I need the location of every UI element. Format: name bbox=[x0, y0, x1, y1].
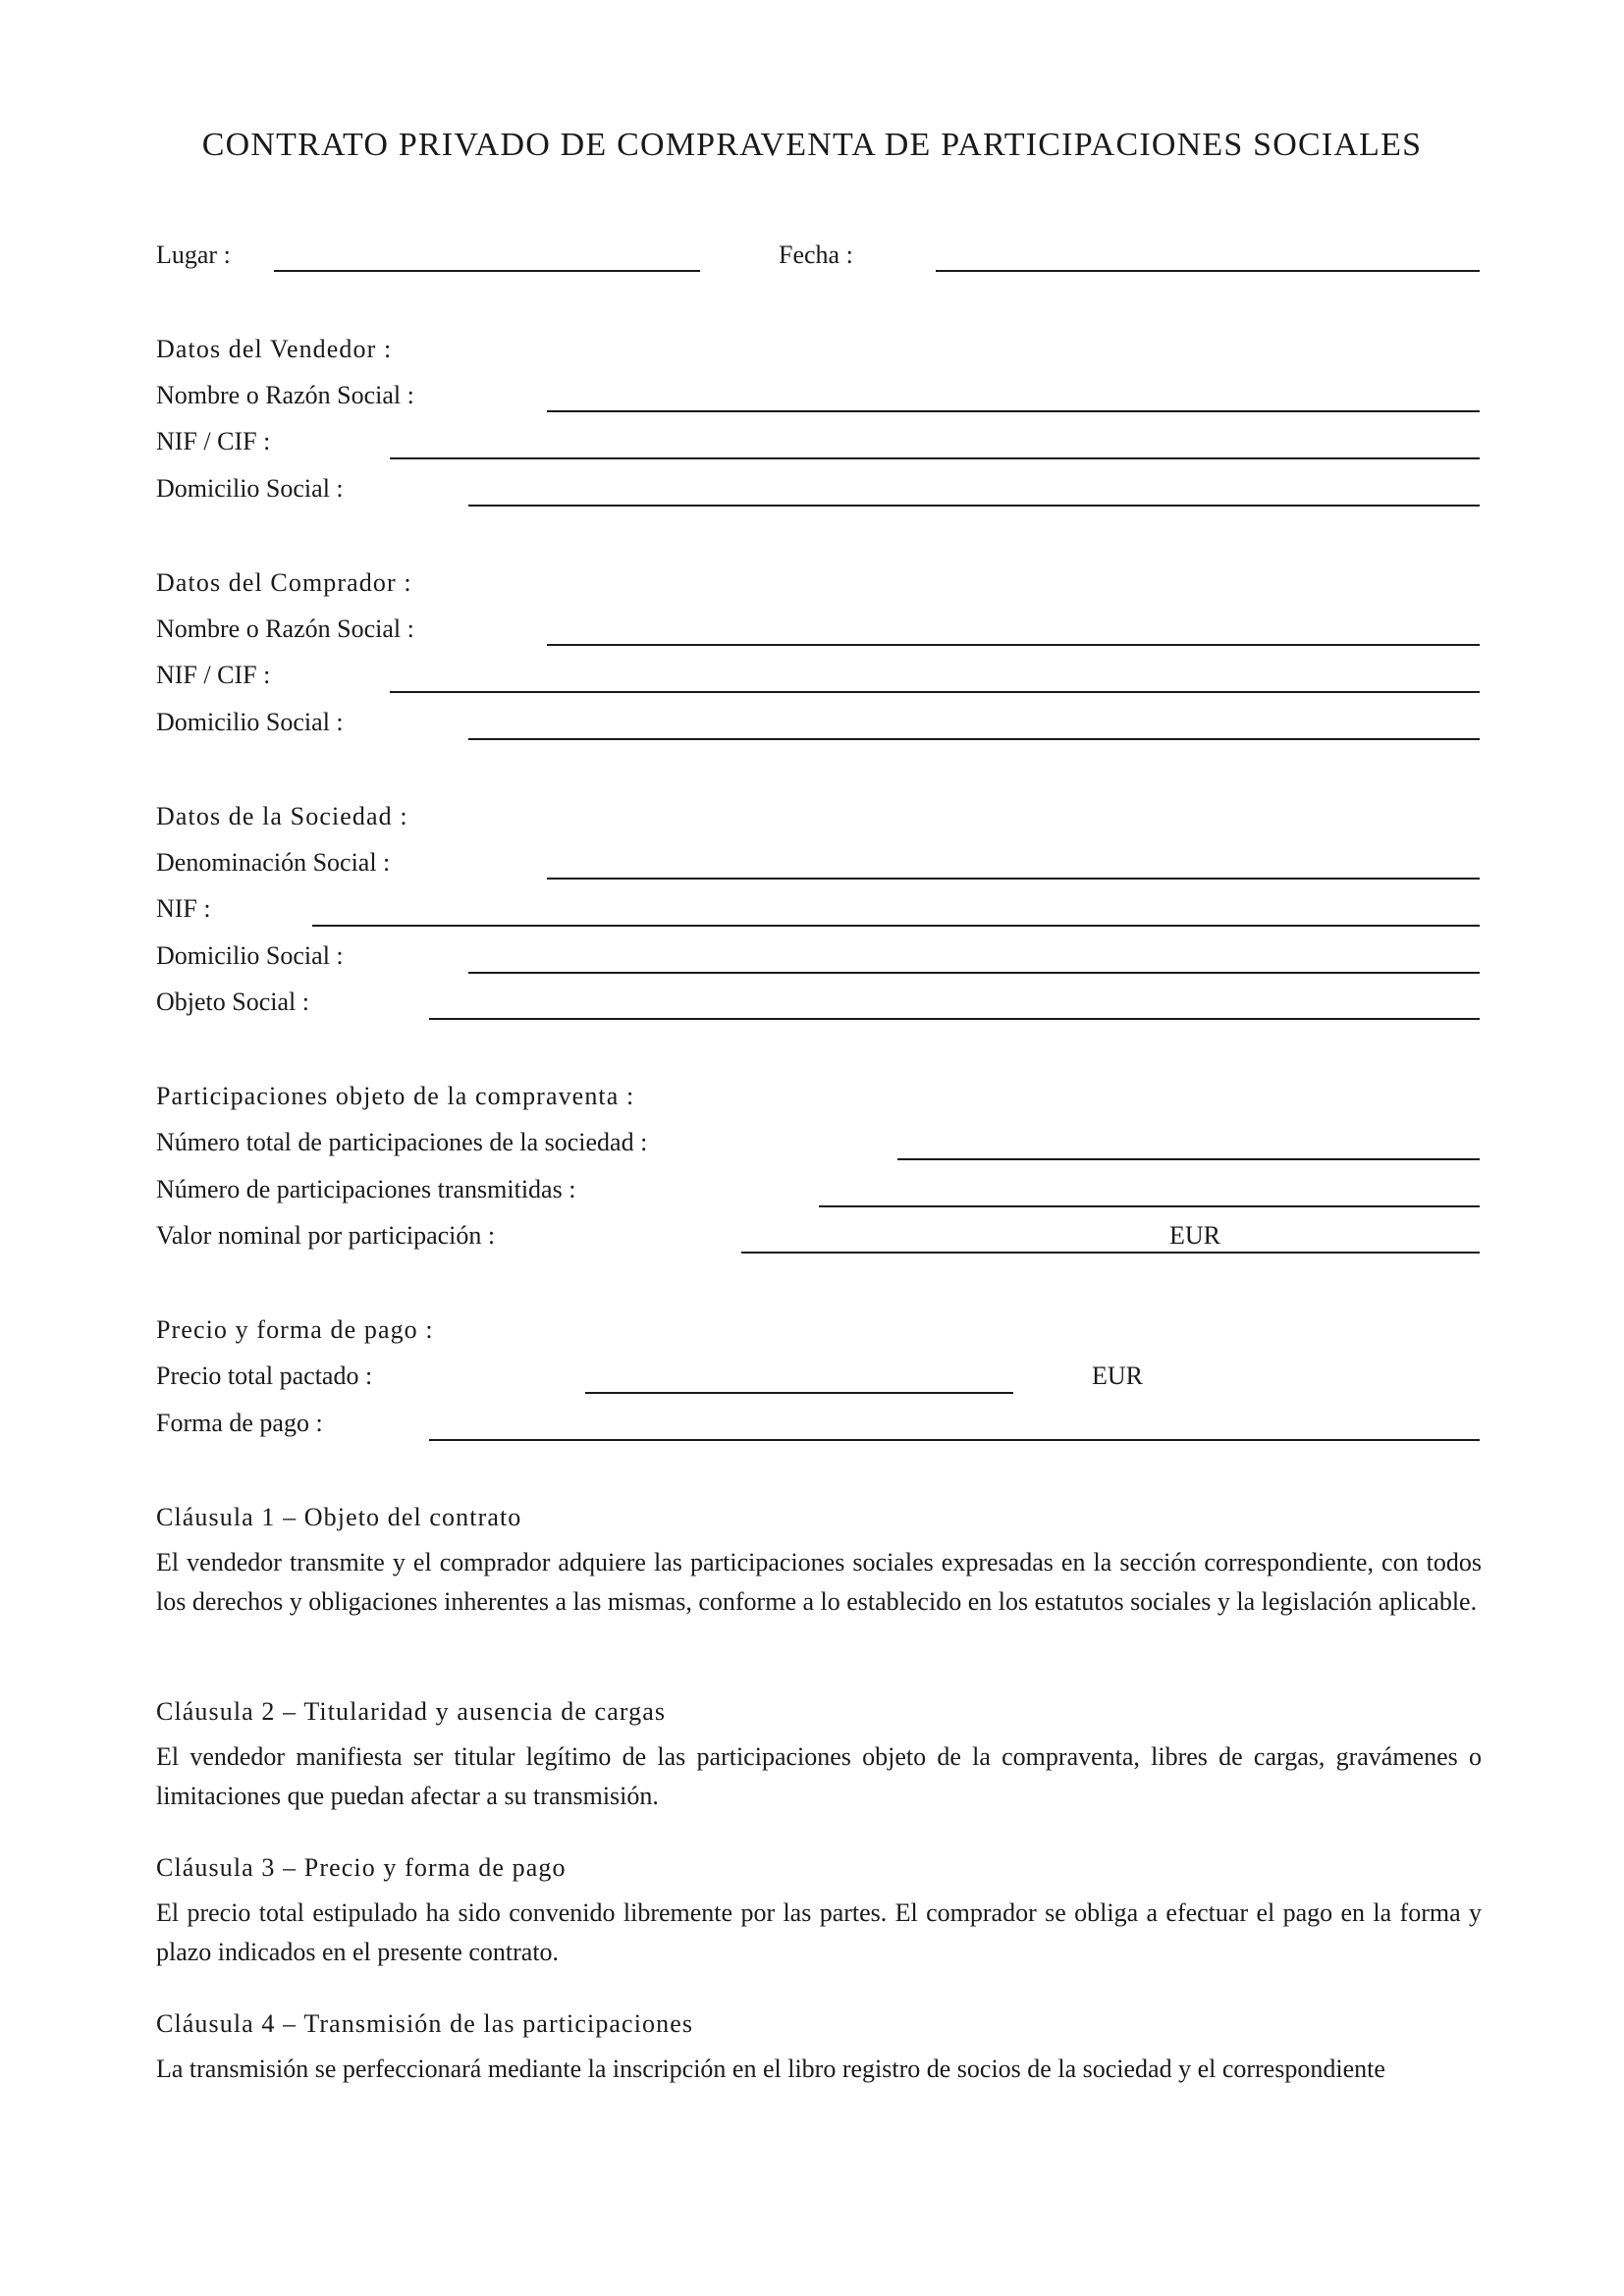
comprador-nombre-field[interactable] bbox=[547, 644, 1480, 646]
sociedad-objeto-field[interactable] bbox=[429, 1018, 1480, 1020]
sociedad-domicilio-field[interactable] bbox=[468, 972, 1480, 974]
sociedad-nif-field[interactable] bbox=[312, 925, 1480, 927]
clause-3-text: El precio total estipulado ha sido convenido libremente por las partes. El comprador se obliga a efectuar el pago en la forma y plazo indicados en el presente contrato. bbox=[156, 1898, 1482, 1966]
comprador-nombre-label: Nombre o Razón Social : bbox=[156, 614, 414, 643]
vendedor-nif-label: NIF / CIF : bbox=[156, 427, 271, 455]
participaciones-transmitidas-label: Número de participaciones transmitidas : bbox=[156, 1175, 576, 1203]
sociedad-heading: Datos de la Sociedad : bbox=[156, 802, 408, 830]
vendedor-nombre-label: Nombre o Razón Social : bbox=[156, 381, 414, 409]
lugar-field[interactable] bbox=[274, 270, 700, 272]
clause-4-title: Cláusula 4 – Transmisión de las participaciones bbox=[156, 2009, 694, 2038]
precio-forma-field[interactable] bbox=[429, 1439, 1480, 1441]
precio-forma-label: Forma de pago : bbox=[156, 1409, 323, 1437]
vendedor-nif-field[interactable] bbox=[390, 457, 1480, 459]
precio-eur-unit: EUR bbox=[1092, 1362, 1143, 1390]
valor-eur-unit: EUR bbox=[1169, 1221, 1220, 1250]
fecha-field[interactable] bbox=[936, 270, 1480, 272]
clause-1-title: Cláusula 1 – Objeto del contrato bbox=[156, 1503, 522, 1531]
participaciones-transmitidas-field[interactable] bbox=[819, 1205, 1480, 1207]
vendedor-heading: Datos del Vendedor : bbox=[156, 335, 393, 363]
precio-total-field[interactable] bbox=[585, 1392, 1013, 1394]
sociedad-domicilio-label: Domicilio Social : bbox=[156, 941, 344, 970]
sociedad-denominacion-label: Denominación Social : bbox=[156, 848, 391, 877]
clause-2-title: Cláusula 2 – Titularidad y ausencia de cargas bbox=[156, 1697, 667, 1726]
participaciones-total-field[interactable] bbox=[897, 1158, 1480, 1160]
participaciones-valor-field[interactable] bbox=[741, 1252, 1480, 1254]
vendedor-domicilio-label: Domicilio Social : bbox=[156, 474, 344, 503]
sociedad-denominacion-field[interactable] bbox=[547, 878, 1480, 880]
vendedor-nombre-field[interactable] bbox=[547, 410, 1480, 412]
document-title: CONTRATO PRIVADO DE COMPRAVENTA DE PARTICIPACIONES SOCIALES bbox=[201, 127, 1423, 163]
vendedor-domicilio-field[interactable] bbox=[468, 505, 1480, 507]
clause-2-text: El vendedor manifiesta ser titular legítimo de las participaciones objeto de la compraventa, libres de cargas, gravámenes o limitaciones que puedan afectar a su transmisión. bbox=[156, 1742, 1482, 1810]
precio-heading: Precio y forma de pago : bbox=[156, 1315, 434, 1344]
sociedad-nif-label: NIF : bbox=[156, 894, 211, 923]
participaciones-valor-label: Valor nominal por participación : bbox=[156, 1221, 496, 1250]
comprador-nif-label: NIF / CIF : bbox=[156, 661, 271, 689]
comprador-domicilio-label: Domicilio Social : bbox=[156, 708, 344, 736]
comprador-domicilio-field[interactable] bbox=[468, 738, 1480, 740]
clause-1-text: El vendedor transmite y el comprador adquiere las participaciones sociales expresadas en la sección correspondiente, con todos los derechos y obligaciones inherentes a las mismas, conforme a lo establecido en los estatutos sociales y la legislación aplicable. bbox=[156, 1548, 1482, 1616]
sociedad-objeto-label: Objeto Social : bbox=[156, 988, 309, 1016]
lugar-label: Lugar : bbox=[156, 240, 231, 269]
fecha-label: Fecha : bbox=[779, 240, 853, 269]
comprador-nif-field[interactable] bbox=[390, 691, 1480, 693]
participaciones-heading: Participaciones objeto de la compraventa : bbox=[156, 1082, 635, 1110]
participaciones-total-label: Número total de participaciones de la sociedad : bbox=[156, 1128, 648, 1156]
precio-total-label: Precio total pactado : bbox=[156, 1362, 373, 1390]
comprador-heading: Datos del Comprador : bbox=[156, 568, 412, 597]
clause-4-text: La transmisión se perfeccionará mediante la inscripción en el libro registro de socios de la sociedad y el correspondiente bbox=[156, 2055, 1385, 2083]
clause-3-title: Cláusula 3 – Precio y forma de pago bbox=[156, 1853, 567, 1882]
